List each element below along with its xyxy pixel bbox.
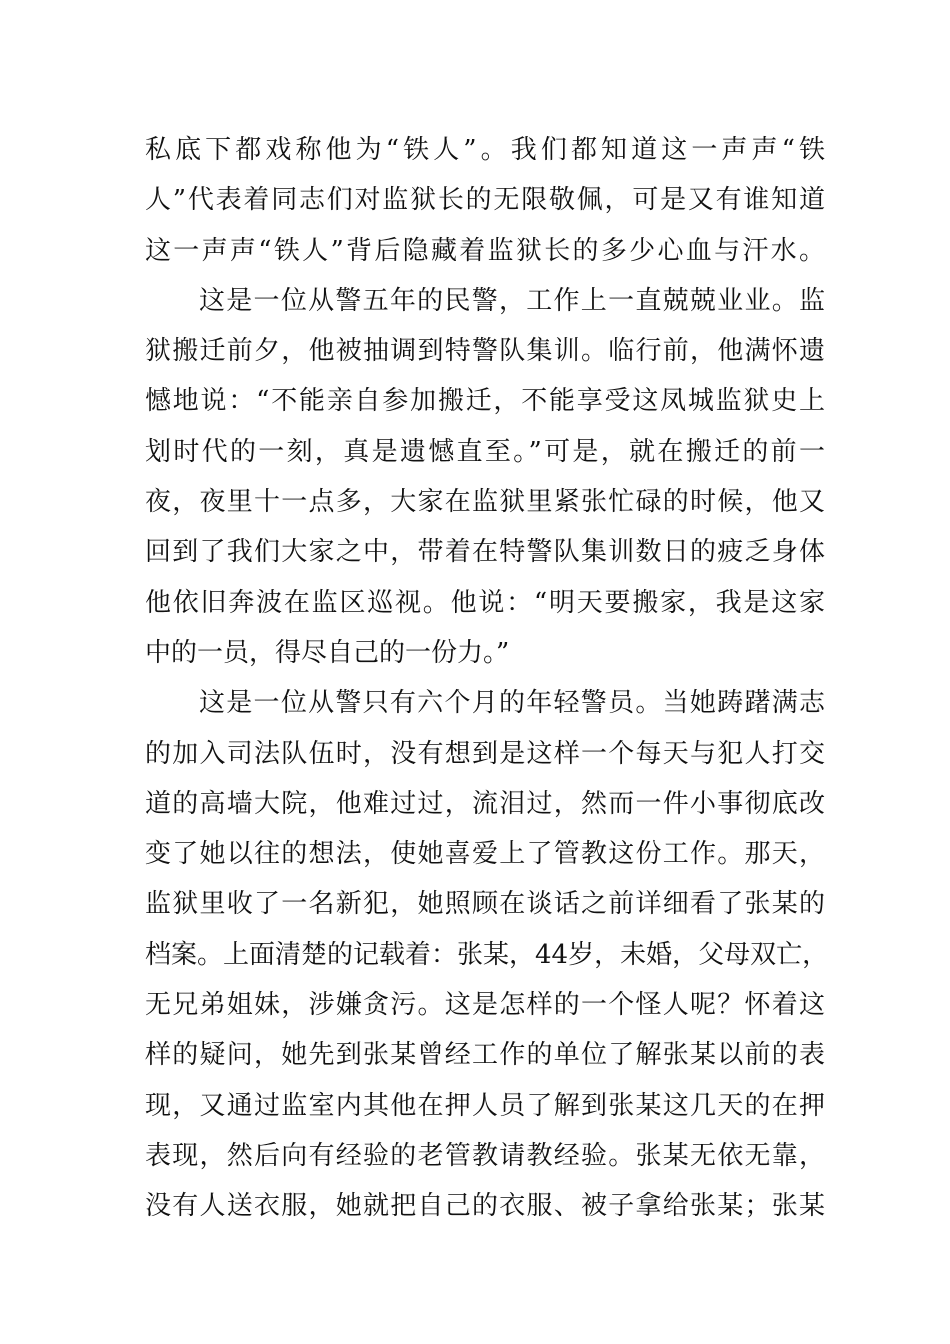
text-line: 档案。上面清楚的记载着：张某，44岁，未婚，父母双亡，: [145, 939, 829, 970]
text-line: 的加入司法队伍时，没有想到是这样一个每天与犯人打交: [145, 738, 825, 769]
text-line: 表现，然后向有经验的老管教请教经验。张某无依无靠，: [145, 1140, 825, 1171]
text-line: 道的高墙大院，他难过过，流泪过，然而一件小事彻底改: [145, 788, 825, 819]
text-line: 现，又通过监室内其他在押人员了解到张某这几天的在押: [145, 1090, 825, 1121]
paragraph-first-line: 这是一位从警只有六个月的年轻警员。当她踌躇满志: [199, 688, 825, 719]
text-line: 人”代表着同志们对监狱长的无限敬佩，可是又有谁知道: [145, 185, 825, 216]
body-text: [145, 125, 829, 1232]
text-line: 监狱里收了一名新犯，她照顾在谈话之前详细看了张某的: [145, 889, 825, 920]
paragraph-last-line: 中的一员，得尽自己的一份力。”: [145, 637, 510, 668]
text-line: 这一声声“铁人”背后隐藏着监狱长的多少心血与汗水。: [145, 235, 825, 266]
text-line: 划时代的一刻，真是遗憾直至。”可是，就在搬迁的前一: [145, 436, 825, 467]
text-line: 回到了我们大家之中，带着在特警队集训数日的疲乏身体: [145, 537, 825, 568]
text-line: 变了她以往的想法，使她喜爱上了管教这份工作。那天，: [145, 839, 825, 870]
text-line: 样的疑问，她先到张某曾经工作的单位了解张某以前的表: [145, 1040, 825, 1071]
text-line: 没有人送衣服，她就把自己的衣服、被子拿给张某；张某: [145, 1191, 825, 1222]
text-line: 无兄弟姐妹，涉嫌贪污。这是怎样的一个怪人呢？怀着这: [145, 990, 825, 1021]
text-line: 私底下都戏称他为“铁人”。我们都知道这一声声“铁: [145, 135, 825, 165]
text-line: 他依旧奔波在监区巡视。他说：“明天要搬家，我是这家: [145, 587, 825, 618]
paragraph-first-line: 这是一位从警五年的民警，工作上一直兢兢业业。监: [199, 285, 825, 316]
text-line: 憾地说：“不能亲自参加搬迁，不能享受这凤城监狱史上: [145, 386, 825, 417]
text-line: 狱搬迁前夕，他被抽调到特警队集训。临行前，他满怀遗: [145, 336, 825, 367]
text-line: 夜，夜里十一点多，大家在监狱里紧张忙碌的时候，他又: [145, 487, 825, 518]
